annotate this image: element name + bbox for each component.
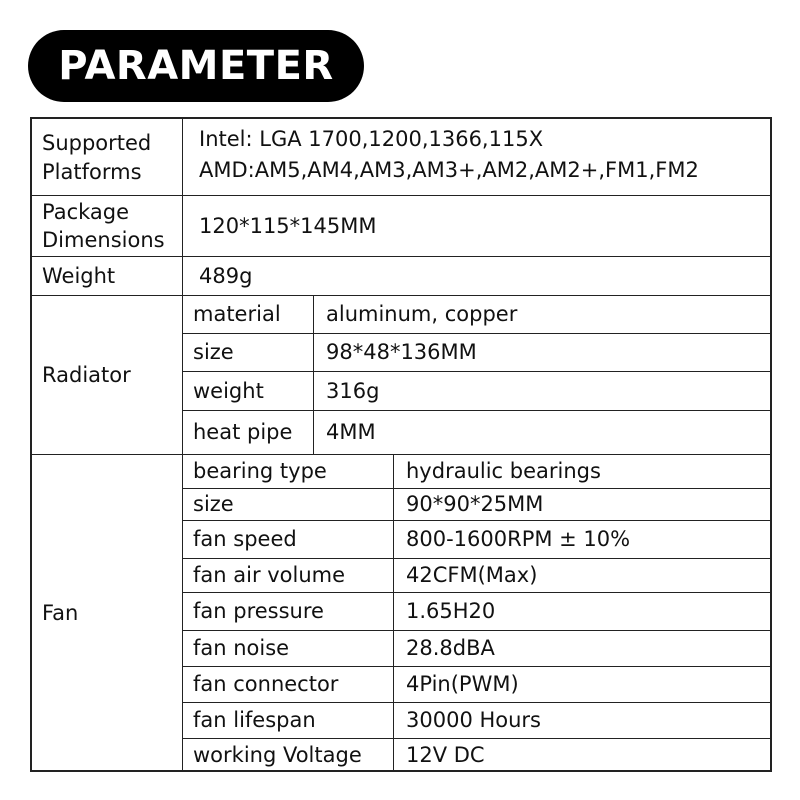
fan-value-bearing-type: hydraulic bearings (394, 455, 772, 489)
fan-value-pressure: 1.65H20 (394, 593, 772, 631)
radiator-label: Radiator (30, 296, 183, 455)
package-label (30, 196, 183, 257)
platforms-label (30, 117, 183, 196)
radiator-value-material: aluminum, copper (314, 296, 772, 334)
radiator-key-weight: weight (183, 372, 314, 411)
fan-key-pressure: fan pressure (183, 593, 394, 631)
fan-value-connector: 4Pin(PWM) (394, 667, 772, 703)
package-value: 120*115*145MM (183, 196, 772, 257)
fan-key-air-volume: fan air volume (183, 559, 394, 593)
parameter-title-badge: PARAMETER (28, 30, 364, 102)
fan-label: Fan (30, 455, 183, 772)
fan-key-lifespan: fan lifespan (183, 703, 394, 739)
fan-key-connector: fan connector (183, 667, 394, 703)
radiator-key-material: material (183, 296, 314, 334)
radiator-key-size: size (183, 334, 314, 372)
fan-key-voltage: working Voltage (183, 739, 394, 772)
package-label-line1: Package (42, 200, 130, 224)
fan-key-speed: fan speed (183, 521, 394, 559)
fan-value-noise: 28.8dBA (394, 631, 772, 667)
fan-value-lifespan: 30000 Hours (394, 703, 772, 739)
fan-value-speed: 800-1600RPM ± 10% (394, 521, 772, 559)
radiator-value-weight: 316g (314, 372, 772, 411)
platforms-label-line1: Supported (42, 131, 152, 155)
radiator-value-heat-pipe: 4MM (314, 411, 772, 455)
platforms-value-intel: Intel: LGA 1700,1200,1366,115X (199, 127, 544, 151)
package-label-line2: Dimensions (42, 228, 165, 252)
weight-value: 489g (183, 257, 772, 296)
fan-key-size: size (183, 489, 394, 521)
radiator-key-heat-pipe: heat pipe (183, 411, 314, 455)
fan-key-bearing-type: bearing type (183, 455, 394, 489)
radiator-value-size: 98*48*136MM (314, 334, 772, 372)
fan-value-size: 90*90*25MM (394, 489, 772, 521)
platforms-value (183, 117, 772, 196)
platforms-value-amd: AMD:AM5,AM4,AM3,AM3+,AM2,AM2+,FM1,FM2 (199, 158, 699, 182)
fan-value-air-volume: 42CFM(Max) (394, 559, 772, 593)
platforms-label-line2: Platforms (42, 160, 142, 184)
fan-key-noise: fan noise (183, 631, 394, 667)
fan-value-voltage: 12V DC (394, 739, 772, 772)
weight-label: Weight (30, 257, 183, 296)
